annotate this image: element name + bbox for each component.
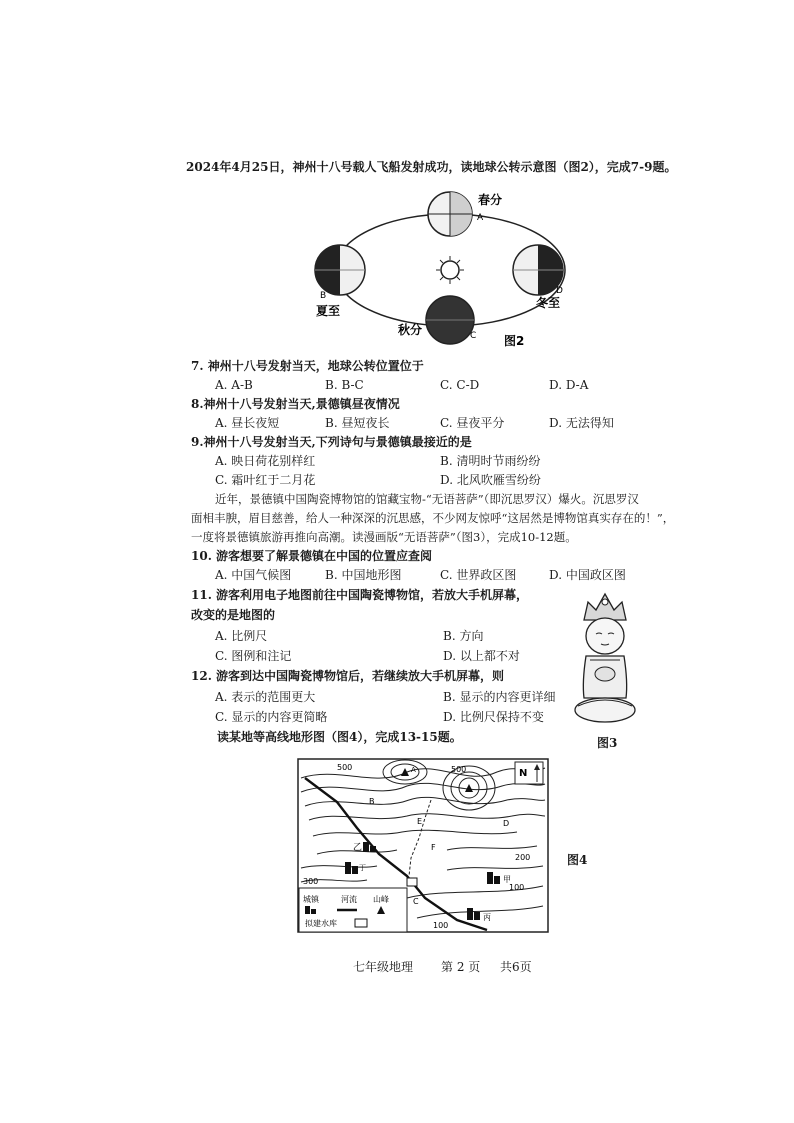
q11-stem-2: 改变的是地图的	[191, 608, 276, 622]
contour-500-a: 500	[337, 763, 353, 772]
footer-subject: 七年级地理	[353, 960, 414, 974]
point-d-label: D	[503, 819, 510, 828]
contour-300: 300	[303, 877, 319, 886]
q9-option-b: B. 清明时节雨纷纷	[440, 454, 541, 468]
town-yi-label: 乙	[353, 843, 363, 853]
label-summer: 夏至	[316, 304, 341, 318]
q11-option-c: C. 图例和注记	[215, 649, 292, 663]
q9-option-d: D. 北风吹雁雪纷纷	[440, 473, 541, 487]
passage-line-2: 面相丰腴，眉目慈善，给人一种深深的沉思感，不少网友惊呼“这居然是博物馆真实存在的！”，	[191, 511, 675, 525]
contour-map-figure	[297, 758, 549, 933]
fig4-caption: 图4	[567, 853, 588, 867]
label-winter: 冬至	[536, 296, 561, 310]
point-b-label: B	[369, 797, 375, 806]
fig2-caption: 图2	[504, 334, 525, 348]
point-f-label: F	[431, 843, 436, 852]
footer-total: 共6页	[500, 960, 532, 974]
q7-option-d: D. D-A	[549, 378, 589, 392]
point-c: C	[470, 331, 477, 341]
contour-100-a: 100	[509, 883, 525, 892]
fig3-caption: 图3	[597, 736, 618, 750]
q9-stem: 9.神州十八号发射当天,下列诗句与景德镇最接近的是	[191, 435, 472, 449]
north-label: N	[519, 768, 528, 779]
q7-option-b: B. B-C	[325, 378, 364, 392]
q10-option-a: A. 中国气候图	[215, 568, 292, 582]
q10-option-d: D. 中国政区图	[549, 568, 626, 582]
contour-100-b: 100	[433, 921, 449, 930]
q11-option-d: D. 以上都不对	[443, 649, 520, 663]
point-d: D	[556, 286, 563, 296]
q7-option-a: A. A-B	[215, 378, 253, 392]
legend-peak: 山峰	[373, 895, 389, 904]
q12-stem: 12. 游客到达中国陶瓷博物馆后，若继续放大手机屏幕，则	[191, 669, 505, 683]
footer-page: 第 2 页	[441, 960, 481, 974]
point-a-label: A	[411, 766, 416, 774]
q10-option-b: B. 中国地形图	[325, 568, 402, 582]
q7-option-c: C. C-D	[440, 378, 480, 392]
contour-200: 200	[515, 853, 531, 862]
point-e-label: E	[417, 817, 423, 826]
legend-reservoir: 拟建水库	[305, 919, 337, 928]
q8-option-a: A. 昼长夜短	[215, 416, 280, 430]
q12-option-a: A. 表示的范围更大	[215, 690, 316, 704]
globe-summer	[315, 245, 365, 295]
point-b: B	[320, 291, 327, 301]
q11-option-b: B. 方向	[443, 629, 484, 643]
label-autumn: 秋分	[398, 323, 423, 337]
buddha-cartoon-figure	[570, 590, 640, 730]
q7-stem: 7. 神州十八号发射当天，地球公转位置位于	[191, 359, 424, 373]
q10-option-c: C. 世界政区图	[440, 568, 517, 582]
legend-river: 河流	[341, 895, 357, 904]
label-spring: 春分	[478, 193, 503, 207]
q8-option-d: D. 无法得知	[549, 416, 614, 430]
town-jia-label: 甲	[503, 875, 511, 884]
q8-option-b: B. 昼短夜长	[325, 416, 390, 430]
q8-option-c: C. 昼夜平分	[440, 416, 505, 430]
passage-line-3: 一度将景德镇旅游再推向高潮。读漫画版“无语菩萨”（图3），完成10-12题。	[191, 530, 577, 544]
sun-icon	[436, 256, 464, 284]
q9-option-a: A. 映日荷花别样红	[215, 454, 316, 468]
q11-option-a: A. 比例尺	[215, 629, 268, 643]
q11-stem-1: 11. 游客利用电子地图前往中国陶瓷博物馆，若放大手机屏幕，	[191, 588, 529, 602]
legend-town: 城镇	[303, 895, 319, 904]
earth-orbit-figure	[300, 190, 563, 350]
contour-500-b: 500	[451, 765, 467, 774]
town-ding-label: 丁	[359, 864, 366, 872]
point-c-label: C	[413, 897, 419, 906]
intro-13-15: 读某地等高线地形图（图4），完成13-15题。	[217, 730, 462, 744]
q12-option-c: C. 显示的内容更简略	[215, 710, 328, 724]
town-bing-label: 丙	[483, 913, 491, 922]
q10-stem: 10. 游客想要了解景德镇在中国的位置应查阅	[191, 549, 433, 563]
q8-stem: 8.神州十八号发射当天,景德镇昼夜情况	[191, 397, 400, 411]
q12-option-d: D. 比例尺保持不变	[443, 710, 544, 724]
globe-autumn	[426, 296, 477, 344]
q9-option-c: C. 霜叶红于二月花	[215, 473, 316, 487]
passage-line-1: 近年，景德镇中国陶瓷博物馆的馆藏宝物-“无语菩萨”（即沉思罗汉）爆火。沉思罗汉	[215, 492, 639, 506]
point-a: A	[477, 213, 484, 223]
q12-option-b: B. 显示的内容更详细	[443, 690, 556, 704]
globe-spring	[428, 192, 472, 236]
intro-7-9: 2024年4月25日，神州十八号载人飞船发射成功，读地球公转示意图（图2），完成7-9题。	[186, 160, 677, 174]
